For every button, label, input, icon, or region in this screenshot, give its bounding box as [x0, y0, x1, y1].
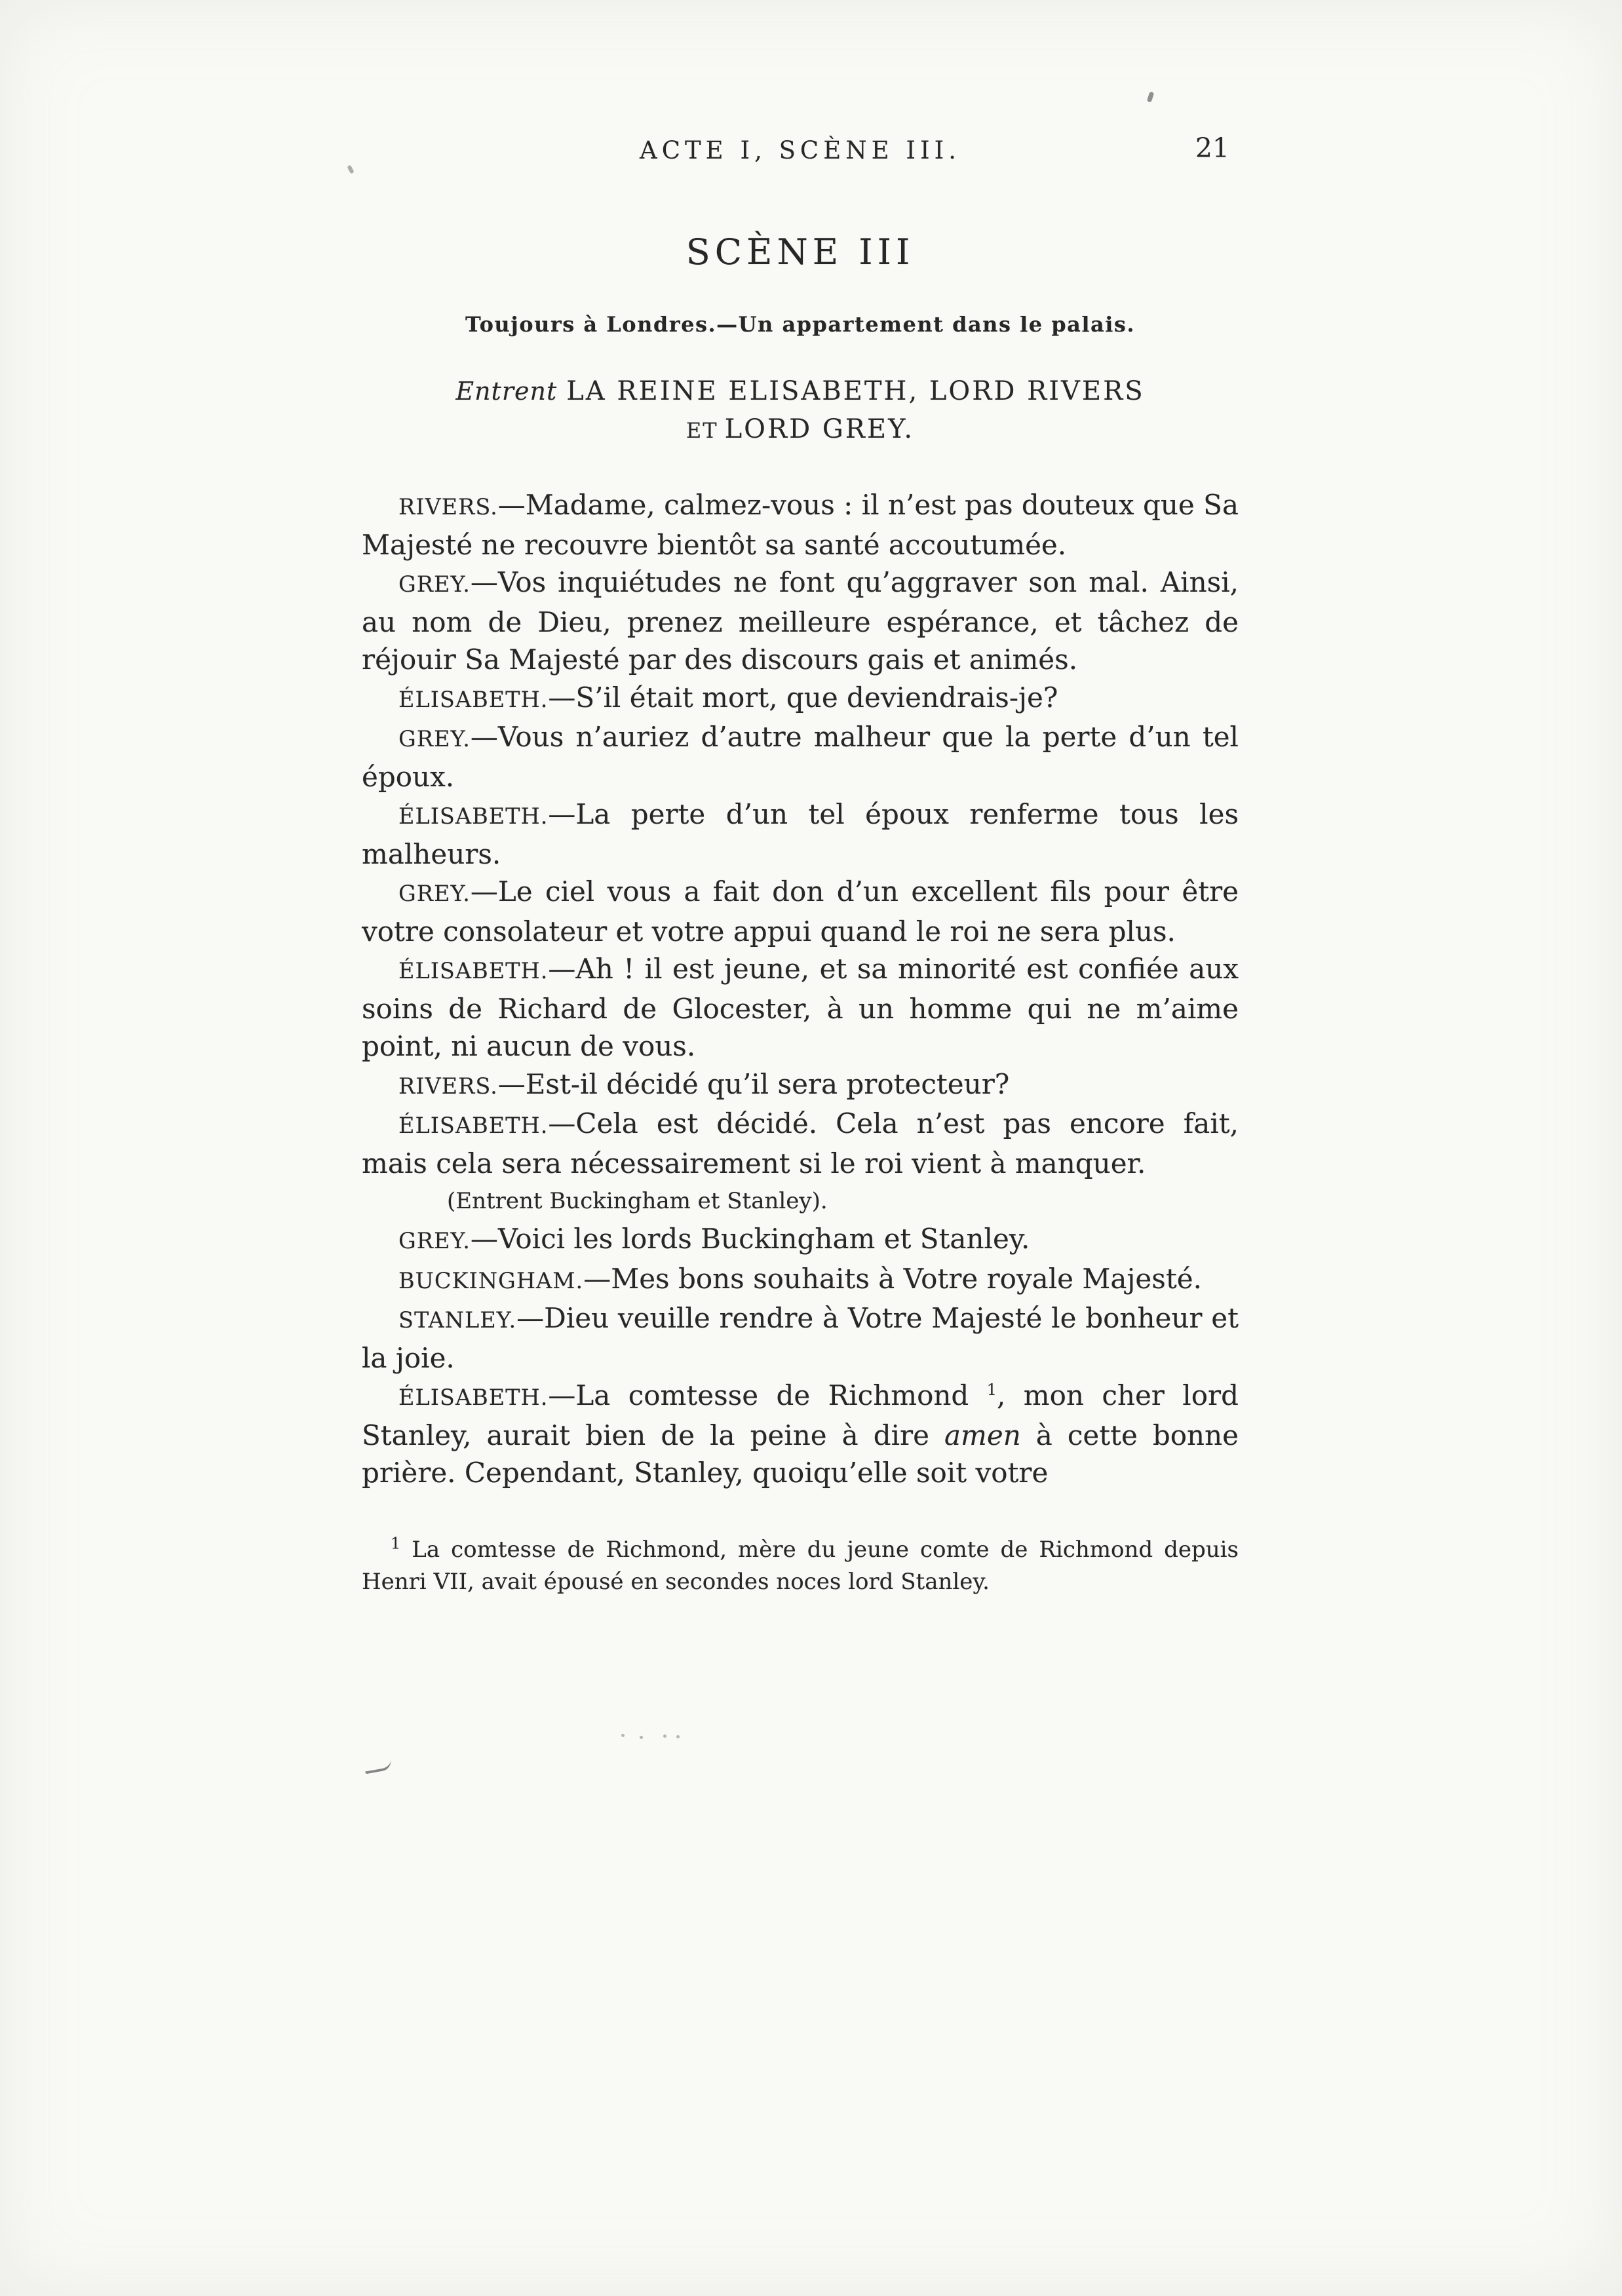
dialogue-text: —Le ciel vous a fait don d’un excellent fils pour être votre consolateur et votre appui quand le roi ne sera plus. [362, 875, 1239, 947]
dialogue-paragraph [362, 679, 1239, 719]
book-page [362, 132, 1239, 1598]
entrance-stage-direction [362, 372, 1239, 450]
italic-word: amen [944, 1419, 1021, 1451]
entrance-verb: Entrent [455, 377, 558, 406]
dialogue-paragraph [362, 1299, 1239, 1377]
dialogue-text: à cette bonne prière. Cependant, Stanley, quoiqu’elle soit votre [362, 1419, 1239, 1489]
footnote [362, 1534, 1239, 1598]
speaker-name: GREY. [398, 726, 471, 752]
entrance-names-1: LA REINE ELISABETH, LORD RIVERS [566, 376, 1145, 406]
dialogue-text: —Cela est décidé. Cela n’est pas encore fait, mais cela sera nécessairement si le roi vient à manquer. [362, 1107, 1239, 1179]
footnote-reference: 1 [986, 1381, 997, 1399]
dialogue-text: —Dieu veuille rendre à Votre Majesté le bonheur et la joie. [362, 1302, 1239, 1374]
dialogue-text: , mon cher lord Stanley, aurait bien de la peine à dire [362, 1379, 1239, 1451]
dialogue-paragraph [362, 1065, 1239, 1105]
dialogue-paragraph [362, 873, 1239, 950]
speaker-name: GREY. [398, 1228, 471, 1253]
speaker-name: ÉLISABETH. [398, 803, 549, 829]
dialogue-paragraph [362, 1105, 1239, 1182]
dialogue-paragraph [362, 1377, 1239, 1492]
scan-artifact [364, 1759, 393, 1774]
dialogue-text: —Ah ! il est jeune, et sa minorité est confiée aux soins de Richard de Glocester, à un homme qui ne m’aime point, ni aucun de vous. [362, 953, 1239, 1062]
speaker-name: ÉLISABETH. [398, 686, 549, 712]
dialogue-text: —La comtesse de Richmond [548, 1379, 987, 1411]
dialogue-text: —S’il était mort, que deviendrais-je? [548, 681, 1058, 714]
entrance-conjunction: ET [685, 418, 718, 443]
scan-artifact [347, 164, 354, 174]
speaker-name: RIVERS. [398, 1073, 498, 1099]
page-number: 21 [1195, 132, 1229, 164]
running-header [362, 132, 1239, 164]
dialogue-block [362, 486, 1239, 1492]
scan-artifact [621, 1734, 625, 1737]
dialogue-paragraph [362, 795, 1239, 873]
dialogue-text: —Vos inquiétudes ne font qu’aggraver son mal. Ainsi, au nom de Dieu, prenez meilleure espérance, et tâchez de réjouir Sa Majesté par des discours gais et animés. [362, 566, 1239, 676]
dialogue-text: —Est-il décidé qu’il sera protecteur? [497, 1067, 1010, 1100]
speaker-name: RIVERS. [398, 494, 498, 520]
scene-setting: Toujours à Londres.—Un appartement dans le palais. [465, 312, 1136, 337]
entrance-names-2: LORD GREY. [724, 414, 915, 444]
speaker-name: GREY. [398, 571, 471, 597]
speaker-name: STANLEY. [398, 1307, 517, 1333]
speaker-name: ÉLISABETH. [398, 958, 549, 984]
footnote-marker: 1 [391, 1534, 401, 1553]
dialogue-paragraph [362, 486, 1239, 564]
dialogue-text: —La perte d’un tel époux renferme tous les malheurs. [362, 798, 1239, 870]
inline-stage-direction: (Entrent Buckingham et Stanley). [447, 1188, 828, 1214]
footnote-text: La comtesse de Richmond, mère du jeune comte de Richmond depuis Henri VII, avait épousé en secondes noces lord Stanley. [362, 1536, 1239, 1595]
scan-artifact [1147, 91, 1155, 102]
dialogue-paragraph [362, 950, 1239, 1065]
dialogue-paragraph [362, 564, 1239, 679]
speaker-name: BUCKINGHAM. [398, 1267, 584, 1293]
dialogue-paragraph [362, 1220, 1239, 1260]
dialogue-text: —Madame, calmez-vous : il n’est pas douteux que Sa Majesté ne recouvre bientôt sa santé accoutumée. [362, 489, 1239, 561]
dialogue-paragraph [362, 1260, 1239, 1300]
speaker-name: ÉLISABETH. [398, 1113, 549, 1138]
running-title: ACTE I, SCÈNE III. [639, 136, 961, 164]
dialogue-text: —Voici les lords Buckingham et Stanley. [470, 1223, 1030, 1255]
entrance-line-1 [362, 372, 1239, 410]
entrance-line-2 [362, 410, 1239, 450]
speaker-name: ÉLISABETH. [398, 1385, 549, 1410]
scene-title: SCÈNE III [685, 231, 915, 273]
speaker-name: GREY. [398, 881, 471, 906]
dialogue-text: —Mes bons souhaits à Votre royale Majesté. [583, 1262, 1202, 1295]
dialogue-paragraph [362, 718, 1239, 795]
dialogue-text: —Vous n’auriez d’autre malheur que la perte d’un tel époux. [362, 721, 1239, 793]
